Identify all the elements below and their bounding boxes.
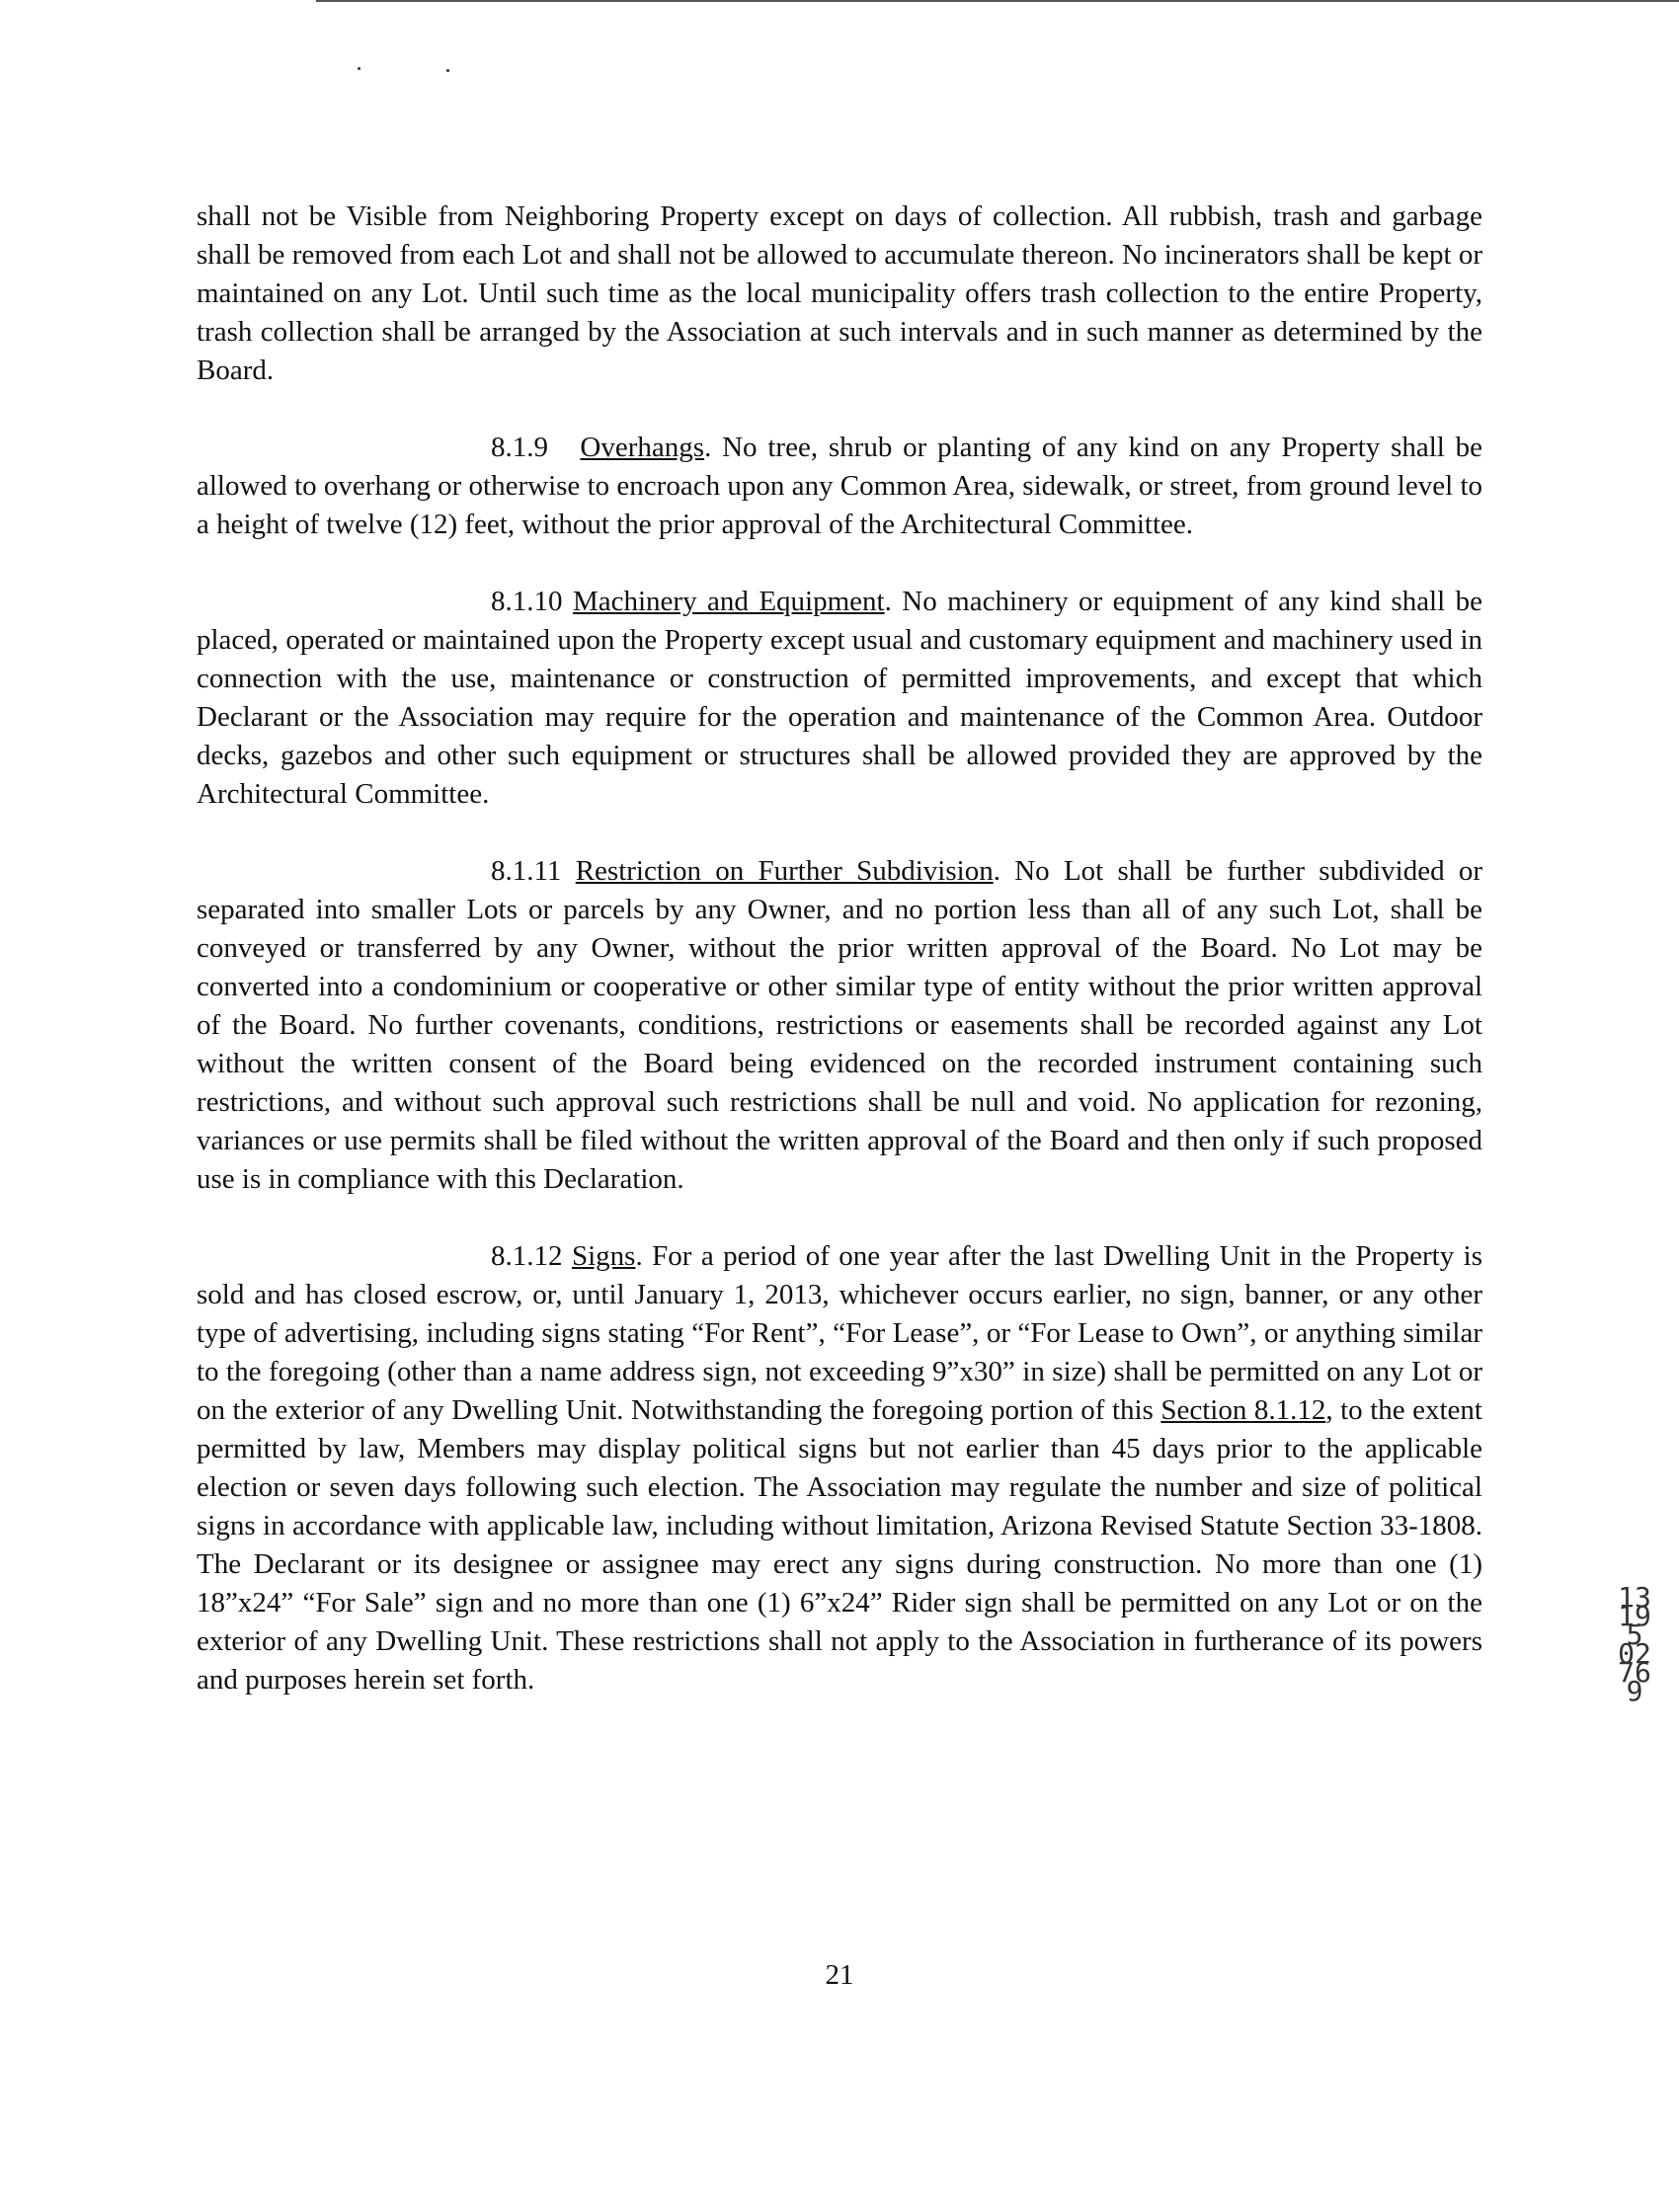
- section-number: 8.1.9: [491, 432, 548, 463]
- section-heading: Machinery and Equipment: [572, 586, 885, 617]
- section-8-1-11-subdivision: [197, 852, 1482, 1199]
- section-heading: Signs: [571, 1240, 636, 1272]
- section-text: . For a period of one year after the last Dwelling Unit in the Property is sold and has closed escrow, or, until January 1, 2013, whichever occurs earlier, no sign, banner, or any other type of advertising, including signs stating “For Rent”, “For Lease”, or “For Lease to Own”, or anything similar to the foregoing (other than a name address sign, not exceeding 9”x30” in size) shall be permitted on any Lot or on the exterior of any Dwelling Unit. Notwithstanding the foregoing portion of this: [197, 1240, 1482, 1426]
- section-heading: Restriction on Further Subdivision: [575, 855, 994, 887]
- page-number: 21: [825, 1959, 854, 1991]
- section-8-1-12-signs: [197, 1237, 1482, 1699]
- section-heading: Overhangs: [580, 432, 705, 463]
- top-border-line: [316, 0, 1679, 2]
- section-text: . No tree, shrub or planting of any kind on any Property shall be allowed to overhang or otherwise to encroach upon any Common Area, sidewalk, or street, from ground level to a height of twelve (12) feet, without the prior approval of the Architectural Committee.: [197, 432, 1483, 540]
- section-text: , to the extent permitted by law, Members may display political signs but not earlier than 45 days prior to the applicable election or seven days following such election. The Association may regulate the number and size of political signs in accordance with applicable law, including without limitation, Arizona Revised Statute Section 33-1808. The Declarant or its designee or assignee may erect any signs during construction. No more than one (1) 18”x24” “For Sale” sign and no more than one (1) 6”x24” Rider sign shall be permitted on any Lot or on the exterior of any Dwelling Unit. These restrictions shall not apply to the Association in furtherance of its powers and purposes herein set forth.: [197, 1394, 1482, 1696]
- scan-speck: [446, 69, 449, 72]
- section-reference: Section 8.1.12: [1160, 1394, 1326, 1426]
- section-number: 8.1.11: [491, 855, 562, 887]
- document-body: [197, 198, 1482, 1738]
- section-number: 8.1.10: [491, 586, 563, 617]
- scan-speck: [358, 67, 360, 70]
- section-8-1-10-machinery: [197, 583, 1482, 814]
- section-number: 8.1.12: [491, 1240, 563, 1272]
- paragraph-trash-continuation: shall not be Visible from Neighboring Property except on days of collection. All rubbish, trash and garbage shall be removed from each Lot and shall not be allowed to accumulate thereon. No incinerators shall be kept or maintained on any Lot. Until such time as the local municipality offers trash collection to the entire Property, trash collection shall be arranged by the Association at such intervals and in such manner as determined by the Board.: [197, 200, 1482, 386]
- section-text: . No machinery or equipment of any kind shall be placed, operated or maintained upon the Property except usual and customary equipment and machinery used in connection with the use, maintenance or construction of permitted improvements, and except that which Declarant or the Association may require for the operation and maintenance of the Common Area. Outdoor decks, gazebos and other such equipment or structures shall be allowed provided they are approved by the Architectural Committee.: [197, 586, 1482, 810]
- recording-stamp: 13195 02769: [1618, 1581, 1651, 1707]
- section-8-1-9-overhangs: [197, 429, 1482, 544]
- section-text: . No Lot shall be further subdivided or separated into smaller Lots or parcels by any Owner, and no portion less than all of any such Lot, shall be conveyed or transferred by any Owner, without the prior written approval of the Board. No Lot may be converted into a condominium or cooperative or other similar type of entity without the prior written approval of the Board. No further covenants, conditions, restrictions or easements shall be recorded against any Lot without the written consent of the Board being evidenced on the recorded instrument containing such restrictions, and without such approval such restrictions shall be null and void. No application for rezoning, variances or use permits shall be filed without the written approval of the Board and then only if such proposed use is in compliance with this Declaration.: [197, 855, 1483, 1195]
